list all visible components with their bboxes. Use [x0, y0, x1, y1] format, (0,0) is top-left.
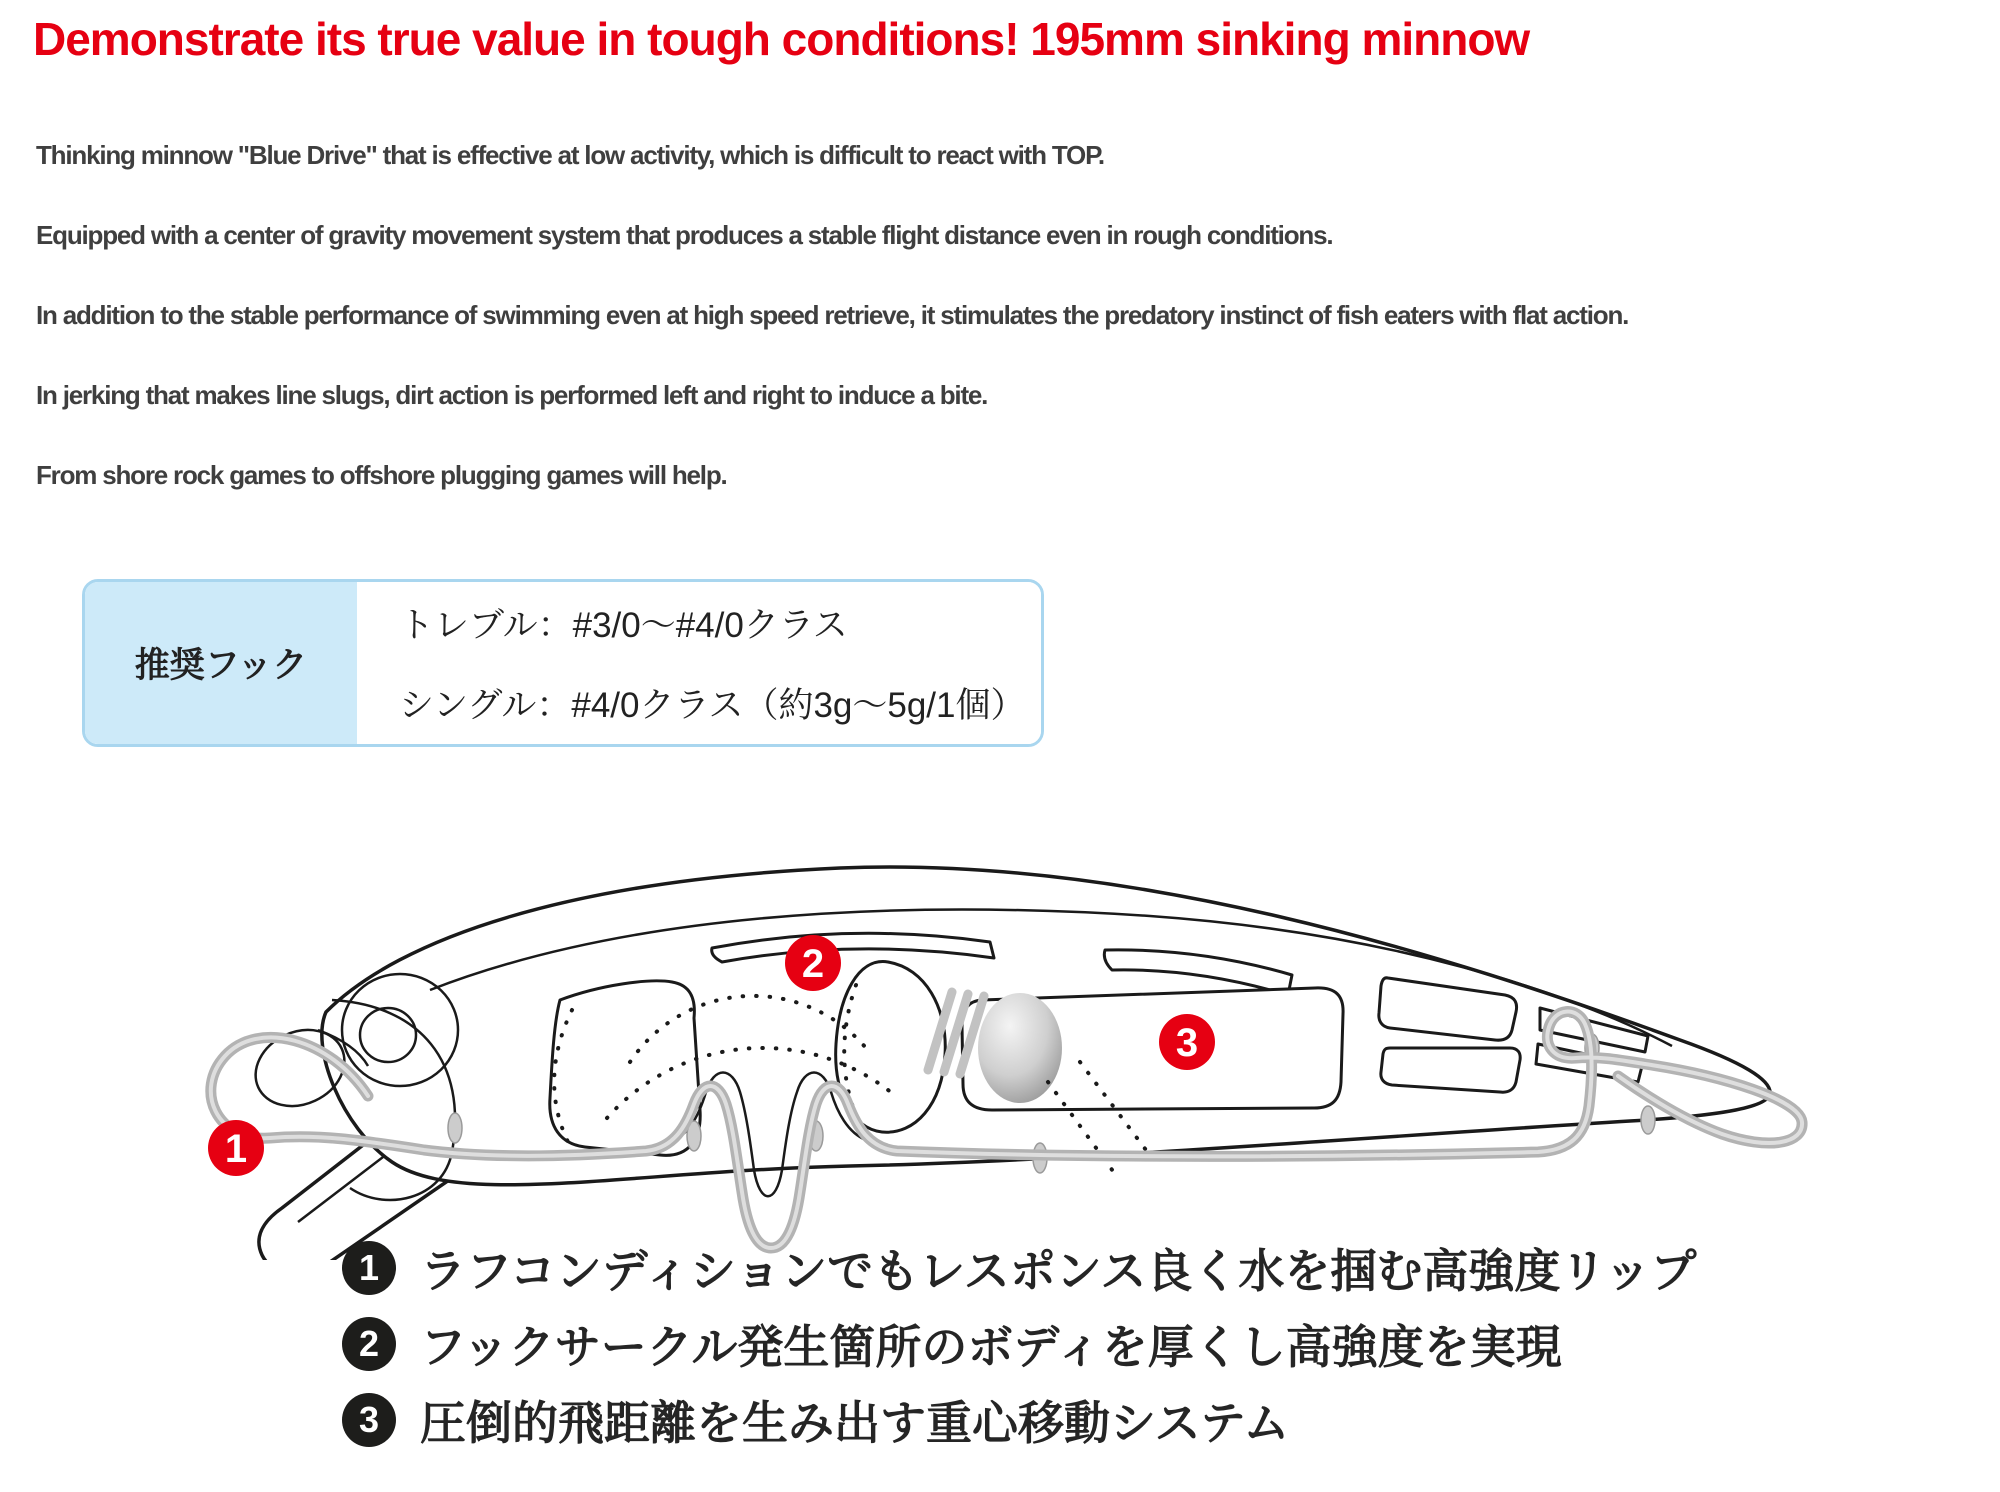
diagram-legend	[342, 1230, 1697, 1458]
callout-2-number: 2	[801, 942, 825, 986]
callout-1	[208, 1120, 264, 1176]
lure-diagram-svg	[150, 840, 1850, 1260]
legend-text-1: ラフコンディションでもレスポンス良く水を掴む高強度リップ	[420, 1245, 1697, 1297]
callout-3-number: 3	[1175, 1021, 1199, 1065]
legend-text-3: 圧倒的飛距離を生み出す重心移動システム	[420, 1397, 1290, 1449]
callout-1-number: 1	[224, 1127, 248, 1171]
recommended-hook-table	[82, 579, 1044, 747]
legend-item-1	[342, 1230, 1697, 1306]
legend-bullet-3: 3	[342, 1393, 396, 1447]
callout-3	[1159, 1014, 1215, 1070]
hook-table-row-treble: トレブル：#3/0～#4/0クラス	[399, 606, 848, 645]
intro-paragraph-1: Thinking minnow "Blue Drive" that is effective at low activity, which is difficult to react with TOP.	[36, 140, 1104, 170]
callout-2	[785, 935, 841, 991]
intro-paragraph-4: In jerking that makes line slugs, dirt action is performed left and right to induce a bite.	[36, 380, 988, 410]
intro-paragraph-3: In addition to the stable performance of swimming even at high speed retrieve, it stimulates the predatory instinct of fish eaters with flat action.	[36, 300, 1629, 330]
legend-bullet-2: 2	[342, 1317, 396, 1371]
hook-table-row-single: シングル：#4/0クラス（約3g～5g/1個）	[399, 686, 1026, 725]
lure-cutaway-diagram	[150, 840, 1850, 1260]
page-title: Demonstrate its true value in tough conditions! 195mm sinking minnow	[33, 13, 1530, 65]
legend-bullet-1: 1	[342, 1241, 396, 1295]
legend-item-2	[342, 1306, 1697, 1382]
intro-paragraph-2: Equipped with a center of gravity movement system that produces a stable flight distance even in rough conditions.	[36, 220, 1333, 250]
hook-table-body	[357, 582, 1041, 744]
intro-paragraph-5: From shore rock games to offshore plugging games will help.	[36, 460, 727, 490]
legend-text-2: フックサークル発生箇所のボディを厚くし高強度を実現	[420, 1321, 1562, 1373]
hook-table-header: 推奨フック	[85, 582, 357, 744]
legend-item-3	[342, 1382, 1697, 1458]
weight-ball	[978, 993, 1062, 1103]
